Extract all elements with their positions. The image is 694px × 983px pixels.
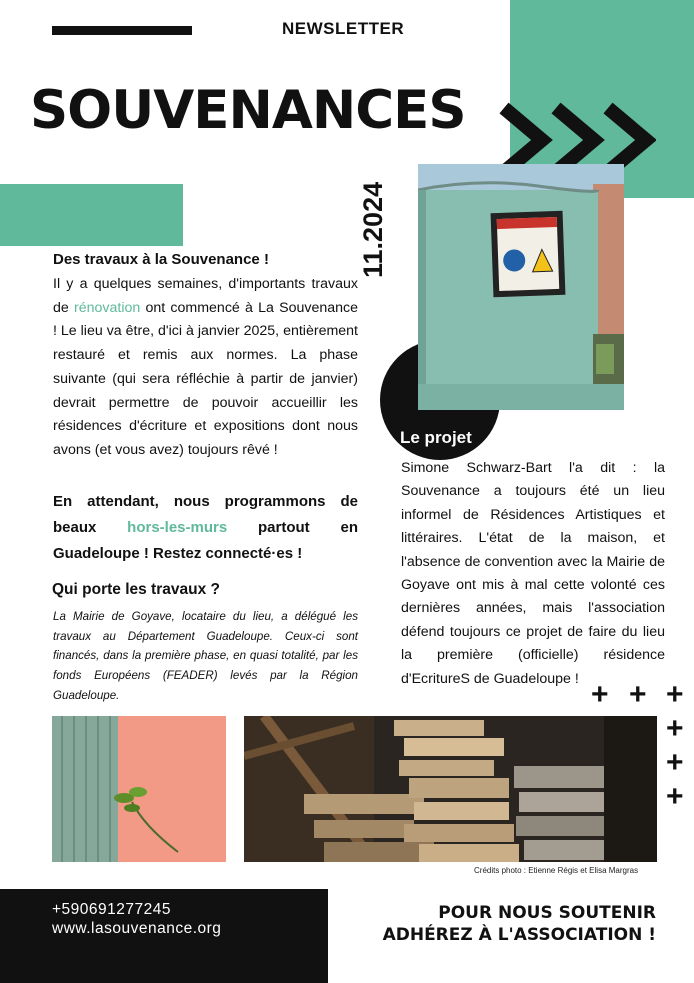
- issue-date: 11.2024: [358, 181, 388, 278]
- books-photo: [244, 716, 657, 862]
- page-title: SOUVENANCES: [30, 80, 466, 141]
- outdoor-text-start: En attendant, nous programmons de beaux: [53, 493, 358, 536]
- travaux-heading: Qui porte les travaux ?: [52, 581, 220, 598]
- shutter-wall-photo: [52, 716, 226, 862]
- plus-icon: +: [666, 746, 684, 779]
- membership-cta: [330, 902, 656, 946]
- hors-les-murs-link[interactable]: hors-les-murs: [127, 519, 228, 536]
- outdoor-text-end: partout en Guadeloupe ! Restez connecté·es !: [53, 519, 358, 562]
- footer-contact: [52, 900, 221, 938]
- plus-icon: +: [591, 678, 609, 711]
- construction-wall-photo: [418, 164, 624, 410]
- cta-line-2[interactable]: ADHÉREZ À L'ASSOCIATION !: [382, 925, 656, 945]
- newsletter-label: NEWSLETTER: [282, 19, 405, 38]
- projet-label: Le projet: [400, 428, 472, 447]
- green-block-left: [0, 184, 183, 246]
- article-text-end: ont commencé à La Souvenance ! Le lieu va être, d'ici à janvier 2025, entièrement restauré et remis aux normes. La phase suivante (qui sera réfléchie à partir de janvier) devrait permettre de pouvoir accueillir les résidences d'écriture et expositions dont nous avons (et vous avez) toujours rêvé !: [53, 299, 358, 458]
- travaux-paragraph: La Mairie de Goyave, locataire du lieu, a délégué les travaux au Département Guadeloupe. Ceux-ci sont financés, dans la première phase, en quasi totalité, par les fonds Européens (FEADER) levés par la Région Guadeloupe.: [53, 610, 358, 702]
- plus-icon: +: [666, 678, 684, 711]
- plus-icon: +: [666, 780, 684, 813]
- article-heading: Des travaux à la Souvenance !: [53, 251, 269, 268]
- website-link[interactable]: www.lasouvenance.org: [52, 920, 222, 937]
- cta-line-1: POUR NOUS SOUTENIR: [438, 903, 656, 923]
- article-text-start: Il y a quelques semaines, d'importants travaux de: [53, 276, 358, 316]
- projet-paragraph: Simone Schwarz-Bart l'a dit : la Souvenance a toujours été un lieu informel de Résidences Artistiques et littéraires. L'état de la maison, et l'absence de convention avec la Mairie de Goyave ont mis à mal cette volonté ces dernières années, mais l'association défend toujours ce projet de faire du lieu la première (officielle) résidence d'EcritureS de Guadeloupe !: [401, 460, 665, 687]
- plus-icon: +: [629, 678, 647, 711]
- outdoor-events-paragraph: [53, 489, 358, 567]
- header-bar: [52, 26, 192, 35]
- phone-number[interactable]: +590691277245: [52, 901, 171, 918]
- renovation-link[interactable]: rénovation: [74, 299, 141, 316]
- plus-icon: +: [666, 712, 684, 745]
- photo-credits: Crédits photo : Etienne Régis et Elisa Margras: [474, 866, 639, 875]
- article-paragraph: [53, 273, 358, 463]
